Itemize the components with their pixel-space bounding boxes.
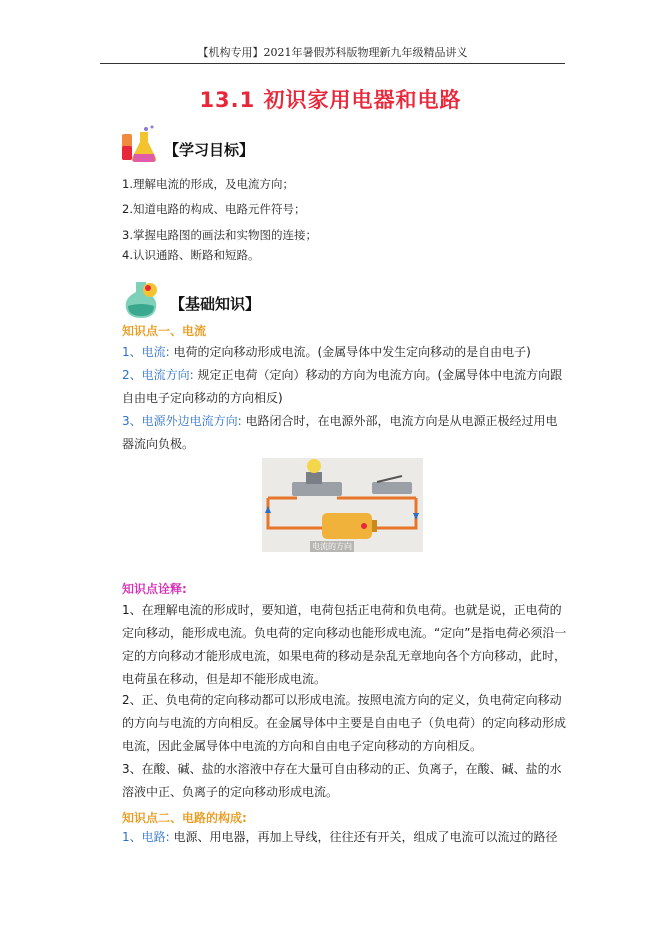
note-title: 知识点诠释: xyxy=(122,582,187,596)
page-header: 【机构专用】2021年暑假苏科版物理新九年级精品讲义 xyxy=(197,46,468,59)
paragraph-circuit xyxy=(122,826,567,849)
header-rule xyxy=(100,63,565,64)
page-title: 13.1 初识家用电器和电路 xyxy=(199,88,462,112)
knowledge-point-1-title: 知识点一、电流 xyxy=(122,324,207,338)
paragraph-external-direction xyxy=(122,410,567,456)
beaker-icon xyxy=(118,276,164,322)
goal-item-2: 2.知道电路的构成、电路元件符号； xyxy=(122,202,306,216)
circuit-illustration xyxy=(262,458,423,552)
figure-caption: 电流的方向 xyxy=(312,542,352,551)
note-paragraph-2: 2、正、负电荷的定向移动都可以形成电流。按照电流方向的定义，负电荷定向移动的方向与电流的方向相反。在金属导体中主要是自由电子（负电荷）的定向移动形成电流，因此金属导体中电流的方向和自由电子定向移动的方向相反。 xyxy=(122,693,567,753)
text-current: 电荷的定向移动形成电流。(金属导体中发生定向移动的是自由电子) xyxy=(169,345,531,359)
text-external-direction: 电路闭合时，在电源外部，电流方向是从电源正极经过用电器流向负极。 xyxy=(122,414,558,451)
term-current-direction: 2、电流方向: xyxy=(122,368,194,382)
goals-heading: 【学习目标】 xyxy=(164,141,255,159)
basics-heading: 【基础知识】 xyxy=(170,295,261,313)
term-current: 1、电流: xyxy=(122,345,170,359)
flask-icon xyxy=(116,124,162,170)
paragraph-current xyxy=(122,341,567,364)
term-external-direction: 3、电源外边电流方向: xyxy=(122,414,242,428)
goal-item-1: 1.理解电流的形成，及电流方向； xyxy=(122,177,294,191)
term-circuit: 1、电路: xyxy=(122,830,170,844)
note-paragraph-3: 3、在酸、碱、盐的水溶液中存在大量可自由移动的正、负离子，在酸、碱、盐的水溶液中正、负离子的定向移动形成电流。 xyxy=(122,762,562,799)
goal-item-3: 3.掌握电路图的画法和实物图的连接； xyxy=(122,228,317,242)
paragraph-current-direction xyxy=(122,364,567,410)
goal-item-4: 4.认识通路、断路和短路。 xyxy=(122,248,260,262)
text-current-direction: 规定正电荷（定向）移动的方向为电流方向。(金属导体中电流方向跟自由电子定向移动的方向相反) xyxy=(122,368,563,405)
text-circuit: 电源、用电器，再加上导线，往往还有开关，组成了电流可以流过的路径 xyxy=(169,830,558,844)
note-paragraph-1: 1、在理解电流的形成时，要知道，电荷包括正电荷和负电荷。也就是说，正电荷的定向移动，能形成电流。负电荷的定向移动也能形成电流。“定向”是指电荷必须沿一定的方向移动才能形成电流，如果电荷的移动是杂乱无章地向各个方向移动，此时，电荷虽在移动，但是却不能形成电流。 xyxy=(122,603,567,686)
knowledge-point-2-title: 知识点二、电路的构成: xyxy=(122,811,247,825)
